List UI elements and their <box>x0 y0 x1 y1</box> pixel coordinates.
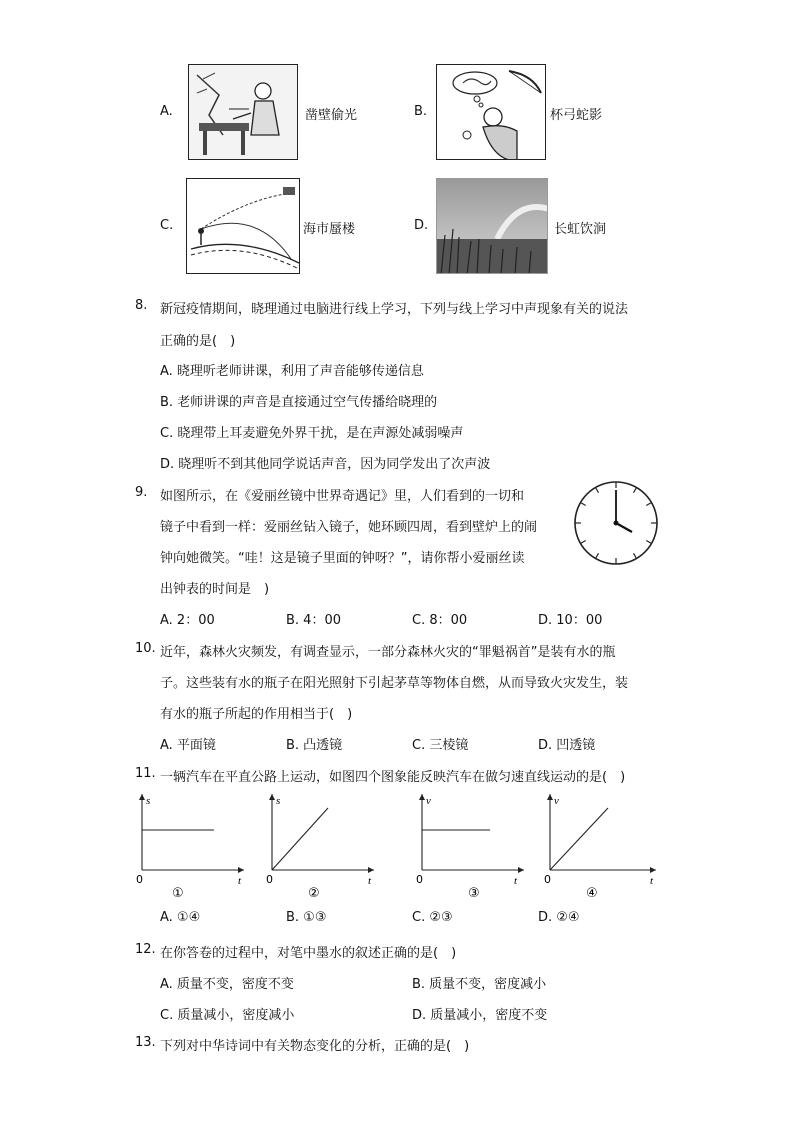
clock-figure <box>571 478 661 568</box>
graph-3-ylabel: v <box>426 795 431 807</box>
q10-option-a[interactable]: A. 平面镜 <box>160 738 216 753</box>
q9-option-d[interactable]: D. 10：00 <box>538 613 603 628</box>
q8-option-a[interactable]: A. 晓理听老师讲课，利用了声音能够传递信息 <box>160 364 424 379</box>
graph-4-line <box>550 808 608 870</box>
graph-2-origin: 0 <box>266 873 273 886</box>
graph-2-xlabel: t <box>368 875 372 887</box>
graph-2 <box>260 790 380 902</box>
q11-line1: 一辆汽车在平直公路上运动，如图四个图象能反映汽车在做匀速直线运动的是( ) <box>160 770 626 785</box>
q10-line1: 近年，森林火灾频发，有调查显示，一部分森林火灾的“罪魁祸首”是装有水的瓶 <box>160 645 616 660</box>
graph-1-origin: 0 <box>136 873 143 886</box>
option-b-image <box>436 64 546 160</box>
option-a-caption: 凿壁偷光 <box>305 108 358 123</box>
q12-option-d[interactable]: D. 质量减小，密度不变 <box>412 1008 548 1023</box>
q11-option-c[interactable]: C. ②③ <box>412 910 453 925</box>
q9-option-a[interactable]: A. 2：00 <box>160 613 215 628</box>
q9-line3: 钟向她微笑。“哇！这是镜子里面的钟呀？”，请你帮小爱丽丝读 <box>160 551 525 566</box>
q10-number: 10. <box>135 641 156 656</box>
q11-option-d[interactable]: D. ②④ <box>538 910 580 925</box>
option-c-image <box>186 178 300 274</box>
graph-3 <box>410 790 530 902</box>
q8-option-d[interactable]: D. 晓理听不到其他同学说话声音，因为同学发出了次声波 <box>160 457 491 472</box>
graph-1-y-arrow <box>139 794 145 800</box>
q10-option-d[interactable]: D. 凹透镜 <box>538 738 596 753</box>
graph-1-xlabel: t <box>238 875 242 887</box>
mirage-illustration <box>187 179 300 274</box>
graph-1-x-arrow <box>238 867 244 873</box>
graph-3-origin: 0 <box>416 873 423 886</box>
option-c-caption: 海市蜃楼 <box>303 222 356 237</box>
q12-number: 12. <box>135 942 156 957</box>
q11-number: 11. <box>135 766 156 781</box>
graph-1-caption: ① <box>172 886 184 901</box>
graph-2-x-arrow <box>368 867 374 873</box>
graph-1-ylabel: s <box>146 795 151 807</box>
graph-4-ylabel: v <box>554 795 559 807</box>
q10-option-c[interactable]: C. 三棱镜 <box>412 738 469 753</box>
q9-line2: 镜子中看到一样：爱丽丝钻入镜子，她环顾四周，看到壁炉上的闹 <box>160 520 538 535</box>
graph-4-x-arrow <box>650 867 656 873</box>
q9-line4: 出钟表的时间是 ) <box>160 582 270 597</box>
q9-option-b[interactable]: B. 4：00 <box>286 613 341 628</box>
q12-option-a[interactable]: A. 质量不变，密度不变 <box>160 977 294 992</box>
q10-line3: 有水的瓶子所起的作用相当于( ) <box>160 707 353 722</box>
option-d-image <box>436 178 548 274</box>
option-b-letter: B. <box>414 104 428 119</box>
q9-option-c[interactable]: C. 8：00 <box>412 613 468 628</box>
graph-2-y-arrow <box>269 794 275 800</box>
q10-option-b[interactable]: B. 凸透镜 <box>286 738 343 753</box>
graph-2-caption: ② <box>308 886 320 901</box>
clock-center <box>614 521 619 526</box>
graph-3-y-arrow <box>419 794 425 800</box>
graph-2-line <box>272 808 328 870</box>
q11-option-a[interactable]: A. ①④ <box>160 910 201 925</box>
q11-option-b[interactable]: B. ①③ <box>286 910 327 925</box>
q12-line1: 在你答卷的过程中，对笔中墨水的叙述正确的是( ) <box>160 946 457 961</box>
option-d-caption: 长虹饮涧 <box>554 222 607 237</box>
q8-option-b[interactable]: B. 老师讲课的声音是直接通过空气传播给晓理的 <box>160 395 438 410</box>
option-b-caption: 杯弓蛇影 <box>550 108 603 123</box>
q8-line2: 正确的是( ) <box>160 334 236 349</box>
q13-number: 13. <box>135 1035 156 1050</box>
bow-cup-snake-illustration <box>437 65 546 160</box>
q12-option-c[interactable]: C. 质量减小，密度减小 <box>160 1008 295 1023</box>
q9-number: 9. <box>135 485 148 500</box>
option-a-letter: A. <box>160 104 173 119</box>
rainbow-illustration <box>437 179 548 274</box>
q8-number: 8. <box>135 298 148 313</box>
graph-4 <box>538 790 662 902</box>
graph-1 <box>130 790 250 902</box>
q12-option-b[interactable]: B. 质量不变，密度减小 <box>412 977 547 992</box>
option-d-letter: D. <box>414 218 429 233</box>
graph-3-x-arrow <box>518 867 524 873</box>
graph-4-caption: ④ <box>586 886 598 901</box>
q13-line1: 下列对中华诗词中有关物态变化的分析，正确的是( ) <box>160 1039 470 1054</box>
graph-4-y-arrow <box>547 794 553 800</box>
q10-line2: 子。这些装有水的瓶子在阳光照射下引起茅草等物体自燃，从而导致火灾发生，装 <box>160 676 629 691</box>
option-a-image <box>188 64 298 160</box>
graph-3-xlabel: t <box>514 875 518 887</box>
graph-2-ylabel: s <box>276 795 281 807</box>
chiseling-wall-illustration <box>189 65 298 160</box>
graph-3-caption: ③ <box>468 886 480 901</box>
q8-option-c[interactable]: C. 晓理带上耳麦避免外界干扰，是在声源处减弱噪声 <box>160 426 464 441</box>
q9-line1: 如图所示，在《爱丽丝镜中世界奇遇记》里，人们看到的一切和 <box>160 489 525 504</box>
graph-4-origin: 0 <box>544 873 551 886</box>
graph-4-xlabel: t <box>650 875 654 887</box>
option-c-letter: C. <box>160 218 174 233</box>
q8-line1: 新冠疫情期间，晓理通过电脑进行线上学习，下列与线上学习中声现象有关的说法 <box>160 302 629 317</box>
